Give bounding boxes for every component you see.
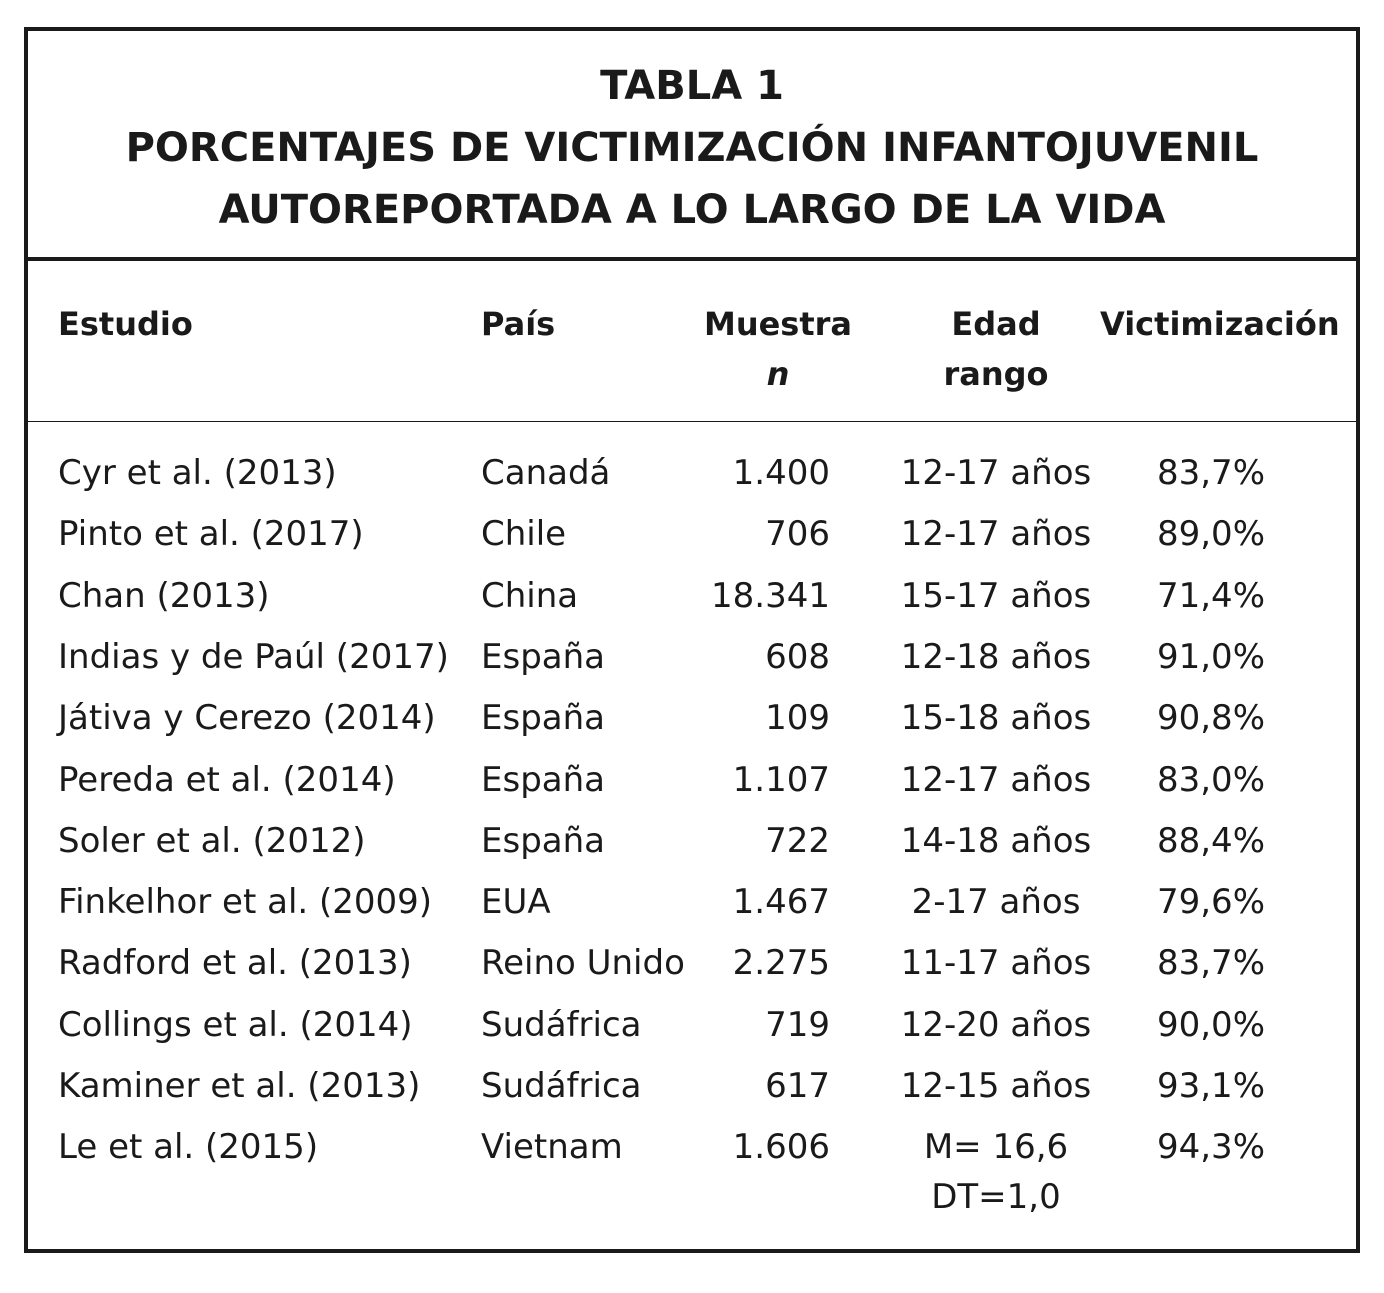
cell-edad-line: 12-20 años: [900, 1004, 1092, 1045]
cell-edad: [896, 816, 1096, 866]
cell-estudio: Soler et al. (2012): [58, 820, 366, 861]
cell-victimizacion: 94,3%: [1156, 1127, 1265, 1168]
cell-victimizacion: 90,8%: [1156, 698, 1265, 739]
table-row: [28, 693, 1356, 754]
table-row: [28, 816, 1356, 877]
cell-victimizacion: 71,4%: [1156, 575, 1265, 616]
cell-pais: Vietnam: [481, 1127, 623, 1168]
cell-edad: [896, 938, 1096, 988]
table-row: [28, 632, 1356, 693]
cell-pais: Canadá: [481, 453, 611, 493]
cell-estudio: Kaminer et al. (2013): [58, 1066, 421, 1106]
table-row: [28, 509, 1356, 570]
header-victimizacion: Victimización: [1100, 305, 1340, 343]
cell-edad: [896, 693, 1096, 743]
cell-edad: [896, 1000, 1096, 1050]
cell-pais: Sudáfrica: [481, 1004, 642, 1045]
table-title: [28, 31, 1356, 261]
header-estudio: Estudio: [58, 305, 193, 343]
cell-edad: [896, 755, 1096, 805]
cell-muestra: 1.107: [732, 759, 830, 800]
table-title-line-1: PORCENTAJES DE VICTIMIZACIÓN INFANTOJUVENIL: [125, 125, 1259, 171]
cell-estudio: Pereda et al. (2014): [58, 759, 396, 800]
cell-pais: China: [481, 575, 579, 616]
cell-edad: [896, 448, 1096, 498]
table-number: TABLA 1: [600, 63, 784, 109]
cell-estudio: Játiva y Cerezo (2014): [58, 698, 436, 739]
cell-edad-line: 12-15 años: [900, 1066, 1092, 1106]
cell-edad-line: 12-18 años: [900, 636, 1092, 677]
cell-edad-line: 14-18 años: [900, 820, 1092, 861]
cell-pais: Sudáfrica: [481, 1066, 642, 1106]
table-title-line-2: AUTOREPORTADA A LO LARGO DE LA VIDA: [218, 187, 1166, 233]
table-row: [28, 1000, 1356, 1061]
cell-victimizacion: 83,7%: [1156, 453, 1265, 493]
cell-edad: [896, 571, 1096, 621]
header-muestra-sub: n: [766, 355, 790, 393]
cell-muestra: 2.275: [732, 943, 830, 984]
cell-estudio: Collings et al. (2014): [58, 1004, 413, 1045]
table-row: [28, 877, 1356, 938]
cell-victimizacion: 89,0%: [1156, 514, 1265, 555]
cell-victimizacion: 83,7%: [1156, 943, 1265, 984]
header-muestra: [688, 299, 868, 399]
cell-victimizacion: 79,6%: [1156, 882, 1265, 923]
cell-muestra: 617: [765, 1066, 830, 1106]
table-row: [28, 938, 1356, 999]
cell-edad-line-2: DT=1,0: [931, 1177, 1061, 1218]
cell-edad-line: 15-18 años: [900, 698, 1092, 739]
cell-estudio: Pinto et al. (2017): [58, 514, 364, 555]
cell-edad-line: 12-17 años: [900, 514, 1092, 555]
cell-estudio: Cyr et al. (2013): [58, 453, 337, 493]
cell-edad-line: M= 16,6: [923, 1127, 1069, 1168]
cell-muestra: 608: [765, 636, 830, 677]
cell-edad-line: 12-17 años: [900, 453, 1092, 493]
cell-estudio: Chan (2013): [58, 575, 270, 616]
cell-edad-line: 12-17 años: [900, 759, 1092, 800]
cell-victimizacion: 93,1%: [1156, 1066, 1265, 1106]
cell-pais: Chile: [481, 514, 567, 555]
header-pais: País: [481, 305, 556, 343]
table-row: [28, 448, 1356, 509]
table-row: [28, 1122, 1356, 1218]
cell-victimizacion: 91,0%: [1156, 636, 1265, 677]
cell-edad-line: 15-17 años: [900, 575, 1092, 616]
cell-pais: España: [481, 820, 605, 861]
header-muestra-label: Muestra: [703, 305, 853, 343]
cell-edad-line: 11-17 años: [900, 943, 1092, 984]
cell-muestra: 1.400: [732, 453, 830, 493]
cell-pais: España: [481, 759, 605, 800]
cell-edad: [896, 877, 1096, 927]
cell-estudio: Radford et al. (2013): [58, 943, 412, 984]
cell-victimizacion: 90,0%: [1156, 1004, 1265, 1045]
header-divider: [28, 421, 1356, 422]
cell-estudio: Finkelhor et al. (2009): [58, 882, 433, 923]
cell-victimizacion: 83,0%: [1156, 759, 1265, 800]
cell-edad: [896, 509, 1096, 559]
cell-pais: Reino Unido: [481, 943, 685, 984]
cell-muestra: 719: [765, 1004, 830, 1045]
cell-muestra: 1.606: [732, 1127, 830, 1168]
cell-muestra: 706: [765, 514, 830, 555]
header-edad-sub: rango: [943, 355, 1049, 393]
cell-pais: España: [481, 636, 605, 677]
cell-estudio: Le et al. (2015): [58, 1127, 319, 1168]
cell-edad: [896, 1122, 1096, 1222]
cell-muestra: 1.467: [732, 882, 830, 923]
table-row: [28, 755, 1356, 816]
cell-pais: EUA: [481, 882, 551, 923]
cell-victimizacion: 88,4%: [1156, 820, 1265, 861]
cell-edad: [896, 632, 1096, 682]
cell-muestra: 109: [765, 698, 830, 739]
header-edad: [896, 299, 1096, 399]
cell-estudio: Indias y de Paúl (2017): [58, 636, 449, 677]
cell-edad: [896, 1061, 1096, 1111]
table-row: [28, 571, 1356, 632]
cell-muestra: 722: [765, 820, 830, 861]
table-frame: [24, 27, 1360, 1253]
table-row: [28, 1061, 1356, 1122]
header-edad-label: Edad: [951, 305, 1041, 343]
cell-pais: España: [481, 698, 605, 739]
cell-edad-line: 2-17 años: [911, 882, 1081, 923]
cell-muestra: 18.341: [711, 575, 830, 616]
